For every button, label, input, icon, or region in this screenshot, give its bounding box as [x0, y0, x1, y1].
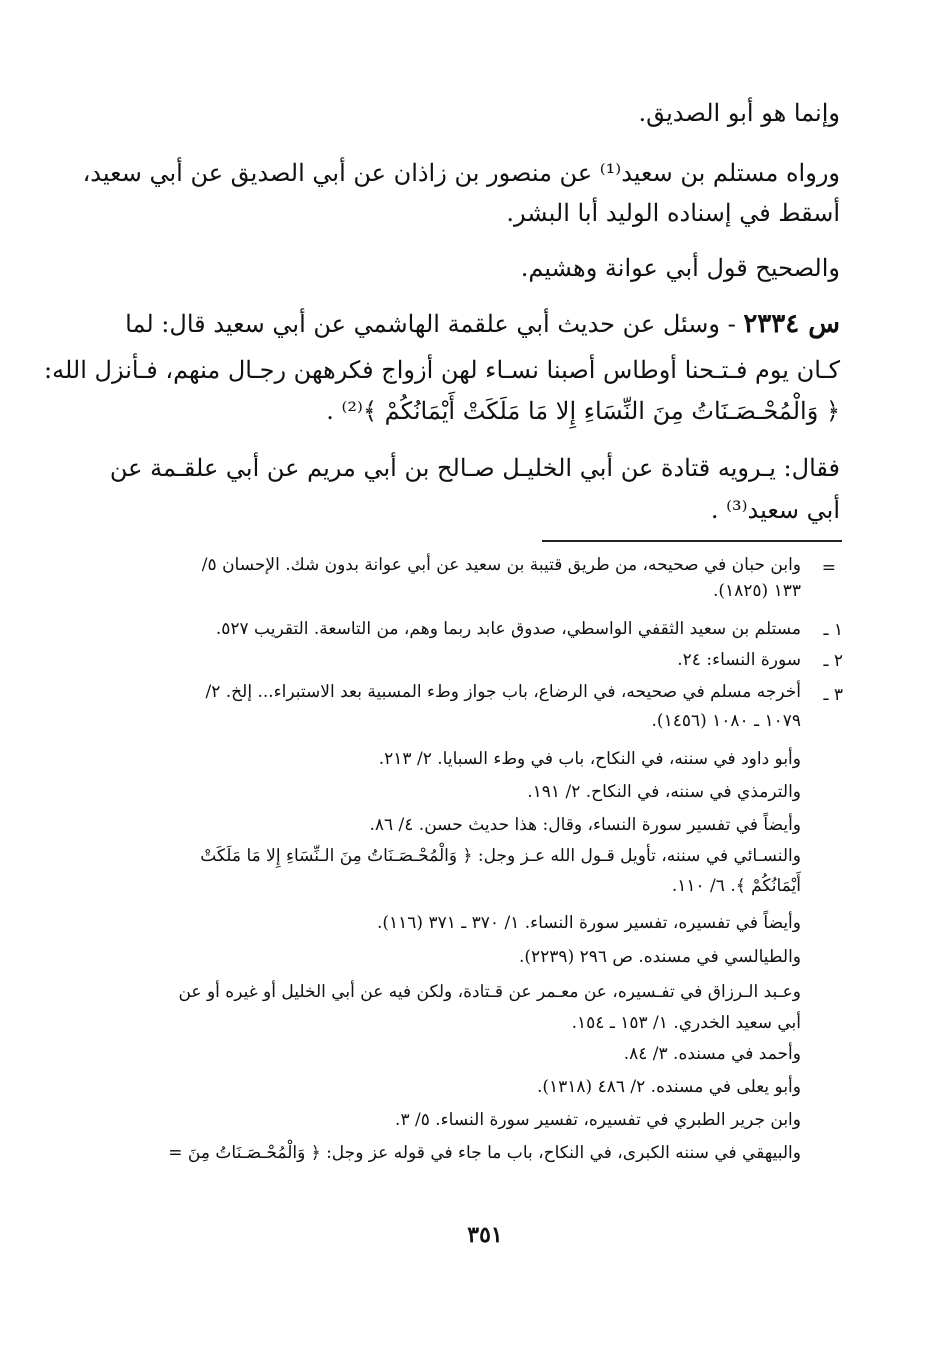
body-line-6: كـان يوم فـتـحنا أوطاس أصبنا نسـاء لهن أزواج فكرههن رجـال منهم، فـأنزل الله:	[44, 356, 840, 384]
footnote-3-line-2: ١٠٧٩ ـ ١٠٨٠ (١٤٥٦).	[651, 711, 801, 731]
footnote-3-line-15: والبيهقي في سننه الكبرى، في النكاح، باب ما جاء في قوله عز وجل: ﴿ وَالْمُحْـصَـنَاتُ مِنَ =	[168, 1143, 801, 1163]
quran-verse: ﴿ وَالْمُحْـصَـنَاتُ مِنَ النِّسَاءِ إِلا مَا مَلَكَتْ أَيْمَانُكُمْ ﴾⁽²⁾ .	[326, 397, 840, 425]
question-heading	[125, 309, 840, 340]
body-line-9: أبي سعيد⁽³⁾ .	[710, 496, 840, 524]
body-line-3: أسقط في إسناده الوليد أبا البشر.	[506, 199, 840, 227]
footnote-3-line-13: وأبو يعلى في مسنده. ٢/ ٤٨٦ (١٣١٨).	[536, 1077, 801, 1097]
footnote-3-line-8: وأيضاً في تفسيره، تفسير سورة النساء. ١/ ٣٧٠ ـ ٣٧١ (١١٦).	[376, 913, 801, 933]
footnote-1-marker: ١ ـ	[823, 620, 843, 640]
page-number: ٣٥١	[467, 1222, 503, 1248]
body-line-8: فقال: يـرويه قتادة عن أبي الخليـل صـالح بن أبي مريم عن أبي علقـمة عن	[109, 454, 840, 482]
body-line-2: ورواه مستلم بن سعيد⁽¹⁾ عن منصور بن زاذان عن أبي الصديق عن أبي سعيد،	[82, 159, 840, 187]
footnote-3-line-7: أَيْمَانُكُمْ ﴾. ٦/ ١١٠.	[671, 876, 801, 896]
footnote-3-line-5: وأيضاً في تفسير سورة النساء، وقال: هذا حديث حسن. ٤/ ٨٦.	[369, 815, 801, 835]
question-text: - وسئل عن حديث أبي علقمة الهاشمي عن أبي سعيد قال: لما	[125, 310, 744, 338]
question-number: س ٢٣٣٤	[743, 309, 840, 339]
footnote-3-line-3: وأبو داود في سننه، في النكاح، باب في وطء السبايا. ٢/ ٢١٣.	[378, 749, 801, 769]
footnote-3-line-6: والنسـائي في سننه، تأويل قـول الله عـز وجل: ﴿ وَالْمُحْـصَـنَاتُ مِنَ الـنِّسَاءِ إِلا مَا مَلَكَتْ	[200, 846, 801, 866]
footnote-3-line-14: وابن جرير الطبري في تفسيره، تفسير سورة النساء. ٥/ ٣.	[395, 1110, 801, 1130]
footnote-3-marker: ٣ ـ	[823, 685, 843, 705]
footnote-3-line-9: والطيالسي في مسنده. ص ٢٩٦ (٢٢٣٩).	[518, 947, 801, 967]
footnote-3-line-10: وعـبد الـرزاق في تفـسيره، عن معـمر عن قـتادة، ولكن فيه عن أبي الخليل أو غيره أو عن	[178, 982, 801, 1002]
footnote-divider	[542, 540, 842, 542]
footnote-2-marker: ٢ ـ	[823, 651, 843, 671]
footnote-continuation-line-1: وابن حبان في صحيحه، من طريق قتيبة بن سعيد عن أبي عوانة بدون شك. الإحسان ٥/	[201, 555, 801, 575]
footnote-3-line-4: والترمذي في سننه، في النكاح. ٢/ ١٩١.	[527, 782, 801, 802]
footnote-1: مستلم بن سعيد الثقفي الواسطي، صدوق عابد ربما وهم، من التاسعة. التقريب ٥٢٧.	[215, 619, 801, 639]
footnote-3-line-1: أخرجه مسلم في صحيحه، في الرضاع، باب جواز وطء المسبية بعد الاستبراء... إلخ. ٢/	[205, 682, 801, 702]
body-line-1: وإنما هو أبو الصديق.	[638, 99, 840, 127]
footnote-continuation-line-2: ١٣٣ (١٨٢٥).	[712, 581, 801, 601]
footnote-2: سورة النساء: ٢٤.	[677, 650, 801, 670]
footnote-3-line-11: أبي سعيد الخدري. ١/ ١٥٣ ـ ١٥٤.	[571, 1013, 801, 1033]
footnote-3-line-12: وأحمد في مسنده. ٣/ ٨٤.	[623, 1044, 801, 1064]
body-line-4: والصحيح قول أبي عوانة وهشيم.	[520, 254, 840, 282]
footnote-continuation-marker: =	[821, 558, 836, 578]
